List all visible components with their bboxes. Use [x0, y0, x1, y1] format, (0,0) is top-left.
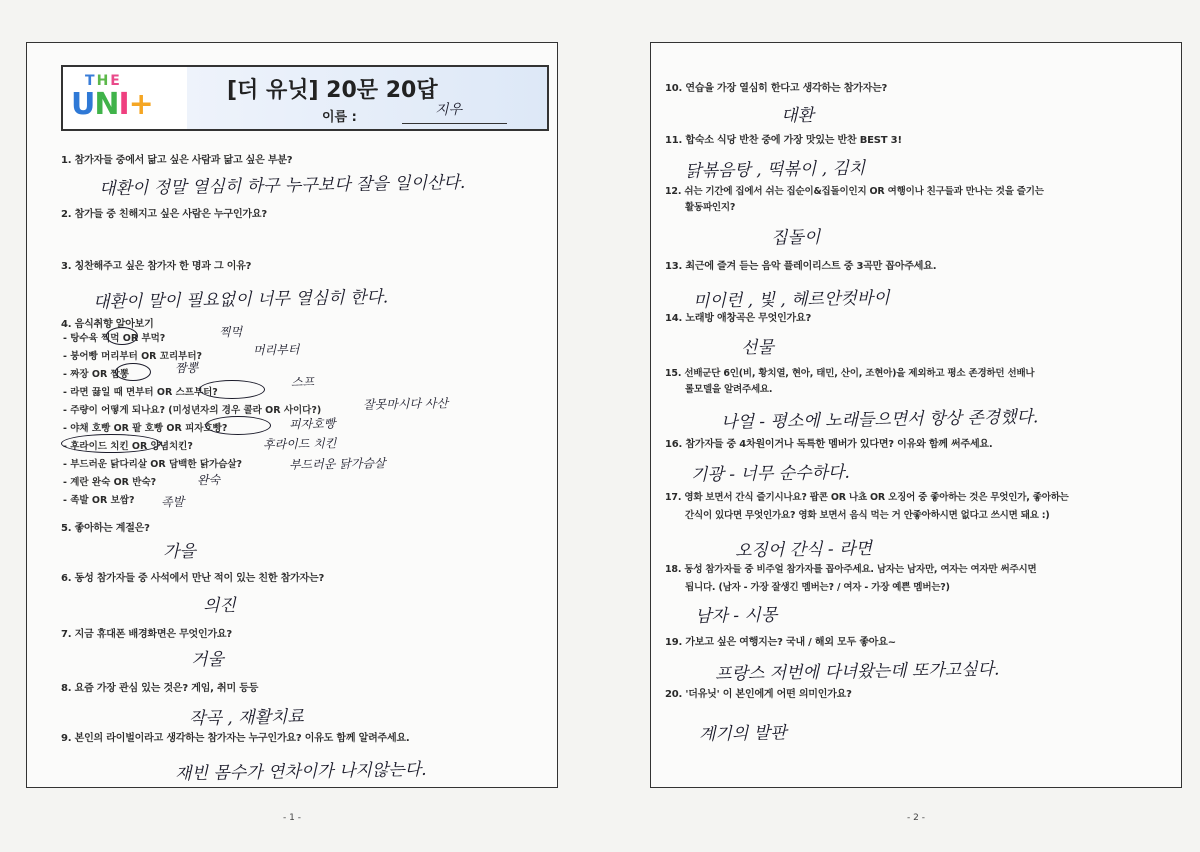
questionnaire-page-1 — [26, 42, 558, 823]
question-5: 5. 좋아하는 계절은? — [61, 523, 150, 534]
page-number: - 1 - — [283, 813, 301, 823]
circle-mark — [199, 380, 265, 399]
the-unit-logo — [71, 73, 181, 125]
logo-unit-text: UNI+ — [71, 87, 153, 122]
answer-20: 계기의 발판 — [698, 723, 787, 745]
answer-7: 거울 — [190, 649, 225, 671]
question-11: 11. 합숙소 식당 반찬 중에 가장 맛있는 반찬 BEST 3! — [665, 135, 902, 146]
answer-5: 가을 — [162, 541, 197, 563]
question-17-line1: 17. 영화 보면서 간식 즐기시나요? 팝콘 OR 나쵸 OR 오징어 중 좋아하는 것은 무엇인가, 좋아하는 — [665, 492, 1069, 503]
answer-1: 대환이 정말 열심히 하구 누구보다 잘을 일이산다. — [98, 172, 466, 200]
question-13: 13. 최근에 즐겨 듣는 음악 플레이리스트 중 3곡만 꼽아주세요. — [665, 261, 937, 272]
question-12-line1: 12. 쉬는 기간에 집에서 쉬는 집순이&집돌이인지 OR 여행이나 친구들과 만나는 것을 즐기는 — [665, 186, 1044, 197]
answer-8: 작곡 , 재활치료 — [188, 706, 304, 729]
answer-19: 프랑스 저번에 다녀왔는데 또가고싶다. — [714, 659, 1000, 685]
logo-the-text: THE — [85, 73, 122, 89]
food-item-8: - 부드러운 닭다리살 OR 담백한 닭가슴살? — [63, 459, 243, 470]
page-number: - 2 - — [907, 813, 925, 823]
question-17-line2: 간식이 있다면 무엇인가요? 영화 보면서 음식 먹는 거 안좋아하시면 없다고 쓰시면 돼요 :) — [685, 510, 1050, 521]
food-answer-3: 짬뽕 — [174, 360, 199, 376]
food-item-1: - 탕수육 찍먹 OR 부먹? — [63, 333, 166, 344]
food-answer-1: 찍먹 — [218, 324, 243, 340]
answer-14: 선물 — [740, 337, 775, 359]
food-answer-8: 부드러운 닭가슴살 — [288, 456, 386, 472]
questionnaire-page-2 — [650, 42, 1182, 823]
circle-mark — [61, 434, 161, 453]
food-answer-9: 완숙 — [196, 472, 221, 488]
answer-10: 대환 — [780, 105, 815, 127]
circle-mark — [106, 327, 138, 345]
answer-12: 집돌이 — [770, 227, 821, 249]
question-20: 20. '더유닛' 이 본인에게 어떤 의미인가요? — [665, 689, 852, 700]
question-15-line2: 롤모델을 알려주세요. — [685, 384, 773, 395]
name-underline — [402, 123, 507, 124]
food-item-10: - 족발 OR 보쌈? — [63, 495, 135, 506]
question-3: 3. 칭찬해주고 싶은 참가자 한 명과 그 이유? — [61, 261, 252, 272]
question-18-line1: 18. 동성 참가자들 중 비주얼 참가자를 꼽아주세요. 남자는 남자만, 여자는 여자만 써주시면 — [665, 564, 1037, 575]
food-answer-4: 스프 — [290, 374, 315, 390]
food-answer-7: 후라이드 치킨 — [262, 436, 337, 452]
name-label: 이름 : — [322, 110, 357, 125]
answer-6: 의진 — [202, 595, 237, 617]
question-16: 16. 참가자들 중 4차원이거나 독특한 멤버가 있다면? 이유와 함께 써주세요. — [665, 439, 993, 450]
answer-17: 오징어 간식 - 라면 — [734, 538, 873, 562]
food-item-2: - 붕어빵 머리부터 OR 꼬리부터? — [63, 351, 203, 362]
question-6: 6. 동성 참가자들 중 사석에서 만난 적이 있는 친한 참가자는? — [61, 573, 325, 584]
name-value: 지우 — [434, 101, 463, 119]
food-answer-2: 머리부터 — [252, 342, 300, 358]
food-answer-10: 족발 — [160, 494, 185, 510]
food-item-7: - 후라이드 치킨 OR 양념치킨? — [63, 441, 193, 452]
answer-11: 닭볶음탕 , 떡볶이 , 김치 — [684, 158, 866, 182]
food-answer-5: 잘못마시다 사산 — [362, 396, 449, 412]
question-1: 1. 참가자들 중에서 닮고 싶은 사람과 닮고 싶은 부분? — [61, 155, 293, 166]
question-8: 8. 요즘 가장 관심 있는 것은? 게임, 취미 등등 — [61, 683, 259, 694]
question-9: 9. 본인의 라이벌이라고 생각하는 참가자는 누구인가요? 이유도 함께 알려주세요. — [61, 733, 410, 744]
food-item-5: - 주량이 어떻게 되나요? (미성년자의 경우 콜라 OR 사이다?) — [63, 405, 322, 416]
food-item-9: - 계란 완숙 OR 반숙? — [63, 477, 157, 488]
answer-3: 대환이 말이 필요없이 너무 열심히 한다. — [92, 287, 389, 313]
answer-16: 기광 - 너무 순수하다. — [690, 462, 850, 486]
question-2: 2. 참가들 중 친해지고 싶은 사람은 누구인가요? — [61, 209, 267, 220]
circle-mark — [115, 363, 151, 381]
question-7: 7. 지금 휴대폰 배경화면은 무엇인가요? — [61, 629, 232, 640]
answer-18: 남자 - 시몽 — [694, 605, 778, 627]
question-14: 14. 노래방 애창곡은 무엇인가요? — [665, 313, 812, 324]
title-band — [187, 67, 547, 129]
document-title: [더 유닛] 20문 20답 — [227, 78, 438, 103]
food-answer-6: 피자호빵 — [288, 416, 336, 432]
food-item-3: - 짜장 OR 짬뽕 — [63, 369, 129, 380]
food-item-4: - 라면 끓일 때 면부터 OR 스프부터? — [63, 387, 218, 398]
answer-15: 나얼 - 평소에 노래들으면서 항상 존경했다. — [720, 407, 1039, 433]
answer-9: 재빈 몸수가 연차이가 나지않는다. — [174, 759, 427, 785]
question-15-line1: 15. 선배군단 6인(비, 황치열, 현아, 태민, 산이, 조현아)을 제외하고 평소 존경하던 선배나 — [665, 368, 1035, 379]
food-item-6: - 야채 호빵 OR 팥 호빵 OR 피자호빵? — [63, 423, 228, 434]
question-10: 10. 연습을 가장 열심히 한다고 생각하는 참가자는? — [665, 83, 888, 94]
circle-mark — [205, 416, 271, 435]
form-header — [61, 65, 549, 131]
question-4: 4. 음식취향 알아보기 — [61, 319, 154, 330]
question-12-line2: 활동파인지? — [685, 202, 736, 213]
question-18-line2: 됩니다. (남자 - 가장 잘생긴 멤버는? / 여자 - 가장 예쁜 멤버는?) — [685, 582, 950, 593]
answer-13: 미이런 , 빛 , 헤르안컷바이 — [692, 288, 890, 312]
question-19: 19. 가보고 싶은 여행지는? 국내 / 해외 모두 좋아요~ — [665, 637, 896, 648]
